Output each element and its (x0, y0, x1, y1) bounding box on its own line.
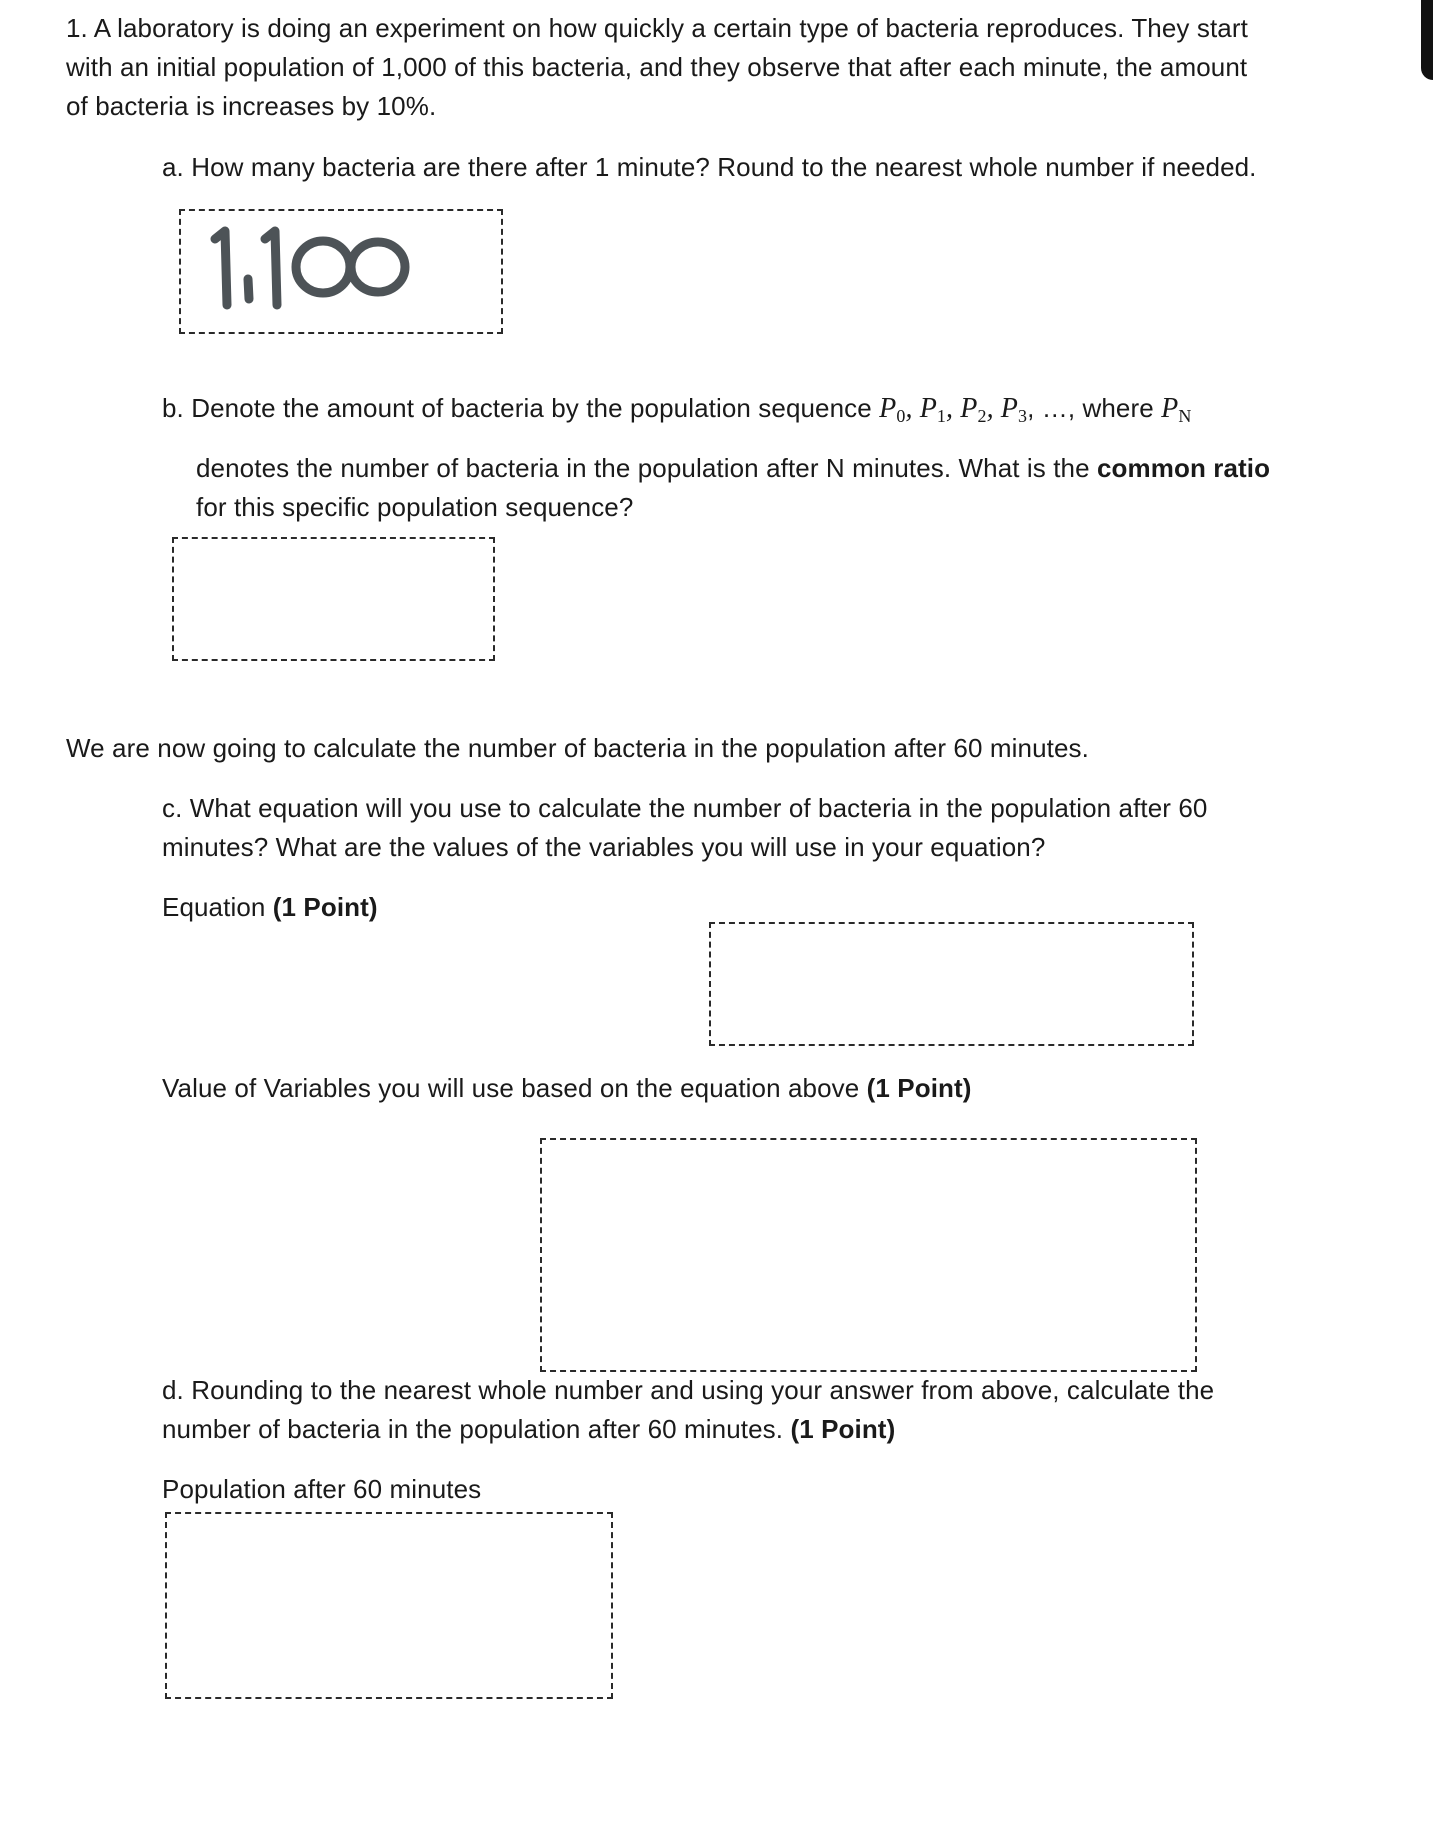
sequence-ellipsis: , …, (1027, 393, 1076, 423)
part-a-answer-text (181, 211, 182, 212)
equation-answer-box[interactable] (709, 922, 1194, 1046)
part-b-prompt-line-3: for this specific population sequence? (196, 492, 634, 522)
sequence-p1: $P_1$ (919, 393, 947, 426)
part-a-answer-box[interactable] (179, 209, 503, 334)
part-b-prompt-start: b. Denote the amount of bacteria by the population sequence (162, 393, 880, 423)
part-c-prompt-line-2: minutes? What are the values of the variables you will use in your equation? (162, 832, 1046, 862)
population-answer-box[interactable] (165, 1512, 613, 1699)
part-c-prompt-line-1: c. What equation will you use to calculate the number of bacteria in the population after 60 (162, 793, 1208, 823)
sequence-pn: $P_N$ (1161, 393, 1192, 426)
question-intro-line-1: 1. A laboratory is doing an experiment on how quickly a certain type of bacteria reproduces. They start (66, 13, 1248, 43)
part-b-prompt-line-1: b. Denote the amount of bacteria by the population sequence $P_0$, $P_1$, $P_2$, $P_3$, …, where $P_N$ (162, 393, 1192, 426)
transition-text: We are now going to calculate the number of bacteria in the population after 60 minutes. (66, 733, 1089, 763)
population-label: Population after 60 minutes (162, 1474, 482, 1504)
sequence-p2: $P_2$ (960, 393, 987, 426)
scrollbar-edge[interactable] (1421, 0, 1433, 80)
question-intro-line-3: of bacteria is increases by 10%. (66, 91, 437, 121)
part-d-prompt-line-2: number of bacteria in the population after 60 minutes. (1 Point) (162, 1414, 896, 1444)
part-b-answer-box[interactable] (172, 537, 495, 661)
part-d-prompt-line-1: d. Rounding to the nearest whole number and using your answer from above, calculate the (162, 1375, 1215, 1405)
where-word: where (1075, 393, 1162, 423)
variables-answer-box[interactable] (540, 1138, 1197, 1372)
common-ratio-term: common ratio (1096, 453, 1271, 483)
sequence-p3: $P_3$ (1000, 393, 1028, 426)
equation-label: Equation (1 Point) (162, 892, 378, 922)
variables-label: Value of Variables you will use based on the equation above (1 Point) (162, 1073, 972, 1103)
question-intro-line-2: with an initial population of 1,000 of this bacteria, and they observe that after each minute, the amount (66, 52, 1248, 82)
sequence-p0: $P_0$ (879, 393, 906, 426)
part-b-prompt-line-2: denotes the number of bacteria in the population after N minutes. What is the common ratio (196, 453, 1271, 483)
part-a-prompt: a. How many bacteria are there after 1 minute? Round to the nearest whole number if needed. (162, 152, 1257, 182)
handwritten-answer (203, 217, 413, 312)
